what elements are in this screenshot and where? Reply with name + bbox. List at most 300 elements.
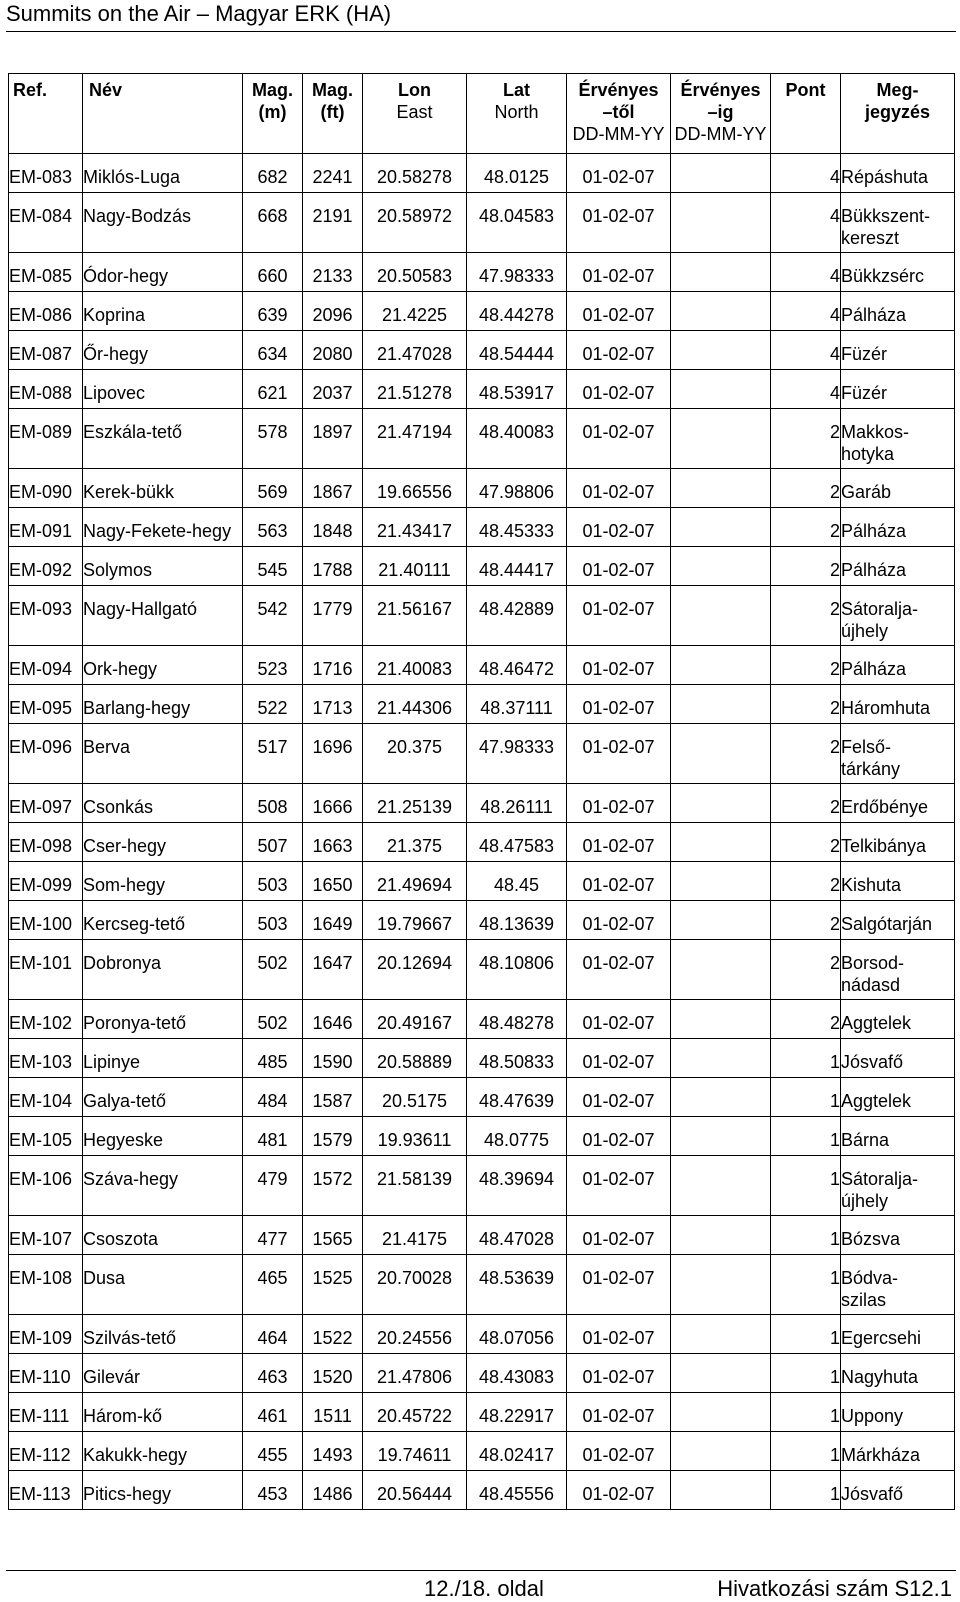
valid-from-cell: 01-02-07 (567, 1315, 671, 1354)
latitude-cell: 48.47583 (467, 823, 567, 862)
valid-from-cell: 01-02-07 (567, 685, 671, 724)
points-cell: 1 (771, 1039, 841, 1078)
name-cell: Kerek-bükk (83, 469, 243, 508)
valid-to-cell (671, 1354, 771, 1393)
table-row (9, 784, 955, 823)
latitude-cell: 48.53917 (467, 370, 567, 409)
longitude-cell: 20.45722 (363, 1393, 467, 1432)
latitude-cell: 48.54444 (467, 331, 567, 370)
valid-from-cell: 01-02-07 (567, 253, 671, 292)
valid-from-cell: 01-02-07 (567, 1255, 671, 1315)
table-row (9, 1078, 955, 1117)
height-ft-cell: 1522 (303, 1315, 363, 1354)
valid-to-cell (671, 1315, 771, 1354)
table-row (9, 1393, 955, 1432)
height-m-cell: 503 (243, 901, 303, 940)
table-row (9, 253, 955, 292)
height-m-cell: 639 (243, 292, 303, 331)
name-cell: Cser-hegy (83, 823, 243, 862)
points-cell: 2 (771, 508, 841, 547)
note-line: Makkos- (841, 422, 910, 442)
note-line: Salgótarján (841, 914, 933, 934)
header-valid-from: Érvényes –től DD-MM-YY (567, 74, 671, 154)
longitude-cell: 20.24556 (363, 1315, 467, 1354)
valid-to-cell (671, 1156, 771, 1216)
name-cell: Eszkála-tető (83, 409, 243, 469)
valid-from-cell: 01-02-07 (567, 1039, 671, 1078)
ref-cell: EM-099 (9, 862, 83, 901)
valid-from-cell: 01-02-07 (567, 862, 671, 901)
note-cell (841, 508, 955, 547)
note-cell (841, 1039, 955, 1078)
note-line: Háromhuta (841, 698, 931, 718)
points-cell: 2 (771, 469, 841, 508)
points-cell: 2 (771, 724, 841, 784)
table-row (9, 724, 955, 784)
table-row (9, 1255, 955, 1315)
note-cell (841, 469, 955, 508)
longitude-cell: 21.4175 (363, 1216, 467, 1255)
ref-cell: EM-098 (9, 823, 83, 862)
table-row (9, 1432, 955, 1471)
points-cell: 1 (771, 1432, 841, 1471)
height-m-cell: 465 (243, 1255, 303, 1315)
valid-from-cell: 01-02-07 (567, 1432, 671, 1471)
reference-number: Hivatkozási szám S12.1 (717, 1576, 952, 1601)
ref-cell: EM-086 (9, 292, 83, 331)
latitude-cell: 48.42889 (467, 586, 567, 646)
name-cell: Ódor-hegy (83, 253, 243, 292)
longitude-cell: 21.44306 (363, 685, 467, 724)
valid-from-cell: 01-02-07 (567, 784, 671, 823)
name-cell: Poronya-tető (83, 1000, 243, 1039)
height-m-cell: 545 (243, 547, 303, 586)
longitude-cell: 20.50583 (363, 253, 467, 292)
name-cell: Pitics-hegy (83, 1471, 243, 1510)
valid-to-cell (671, 586, 771, 646)
valid-to-cell (671, 685, 771, 724)
height-m-cell: 660 (243, 253, 303, 292)
longitude-cell: 20.56444 (363, 1471, 467, 1510)
note-cell (841, 292, 955, 331)
note-line: Pálháza (841, 560, 907, 580)
height-m-cell: 484 (243, 1078, 303, 1117)
valid-from-cell: 01-02-07 (567, 1393, 671, 1432)
points-cell: 4 (771, 292, 841, 331)
table-row (9, 409, 955, 469)
name-cell: Nagy-Hallgató (83, 586, 243, 646)
height-ft-cell: 2241 (303, 154, 363, 193)
points-cell: 2 (771, 823, 841, 862)
ref-cell: EM-088 (9, 370, 83, 409)
latitude-cell: 48.46472 (467, 646, 567, 685)
note-line: Füzér (841, 344, 888, 364)
height-ft-cell: 1579 (303, 1117, 363, 1156)
note-line: Pálháza (841, 305, 907, 325)
latitude-cell: 48.53639 (467, 1255, 567, 1315)
name-cell: Lipovec (83, 370, 243, 409)
note-cell (841, 685, 955, 724)
height-ft-cell: 1650 (303, 862, 363, 901)
ref-cell: EM-101 (9, 940, 83, 1000)
height-m-cell: 461 (243, 1393, 303, 1432)
latitude-cell: 48.47028 (467, 1216, 567, 1255)
name-cell: Galya-tető (83, 1078, 243, 1117)
valid-to-cell (671, 784, 771, 823)
note-line: Aggtelek (841, 1091, 912, 1111)
valid-to-cell (671, 940, 771, 1000)
latitude-cell: 48.10806 (467, 940, 567, 1000)
ref-cell: EM-095 (9, 685, 83, 724)
longitude-cell: 19.66556 (363, 469, 467, 508)
note-line: Sátoralja- (841, 599, 919, 619)
table-row (9, 469, 955, 508)
header-name: Név (83, 74, 243, 154)
valid-from-cell: 01-02-07 (567, 901, 671, 940)
name-cell: Kakukk-hegy (83, 1432, 243, 1471)
longitude-cell: 20.49167 (363, 1000, 467, 1039)
latitude-cell: 48.50833 (467, 1039, 567, 1078)
latitude-cell: 48.44278 (467, 292, 567, 331)
points-cell: 2 (771, 784, 841, 823)
table-row (9, 508, 955, 547)
height-ft-cell: 1663 (303, 823, 363, 862)
note-cell (841, 1156, 955, 1216)
note-line: Bózsva (841, 1229, 901, 1249)
valid-to-cell (671, 193, 771, 253)
valid-to-cell (671, 547, 771, 586)
valid-to-cell (671, 370, 771, 409)
height-m-cell: 463 (243, 1354, 303, 1393)
longitude-cell: 21.58139 (363, 1156, 467, 1216)
note-line: szilas (841, 1290, 887, 1310)
table-row (9, 1354, 955, 1393)
height-m-cell: 485 (243, 1039, 303, 1078)
ref-cell: EM-102 (9, 1000, 83, 1039)
note-line: Sátoralja- (841, 1169, 919, 1189)
note-line: Jósvafő (841, 1052, 904, 1072)
points-cell: 2 (771, 646, 841, 685)
height-m-cell: 634 (243, 331, 303, 370)
name-cell: Csoszota (83, 1216, 243, 1255)
note-cell (841, 193, 955, 253)
note-cell (841, 823, 955, 862)
longitude-cell: 20.58972 (363, 193, 467, 253)
note-line: hotyka (841, 444, 895, 464)
note-line: Nagyhuta (841, 1367, 919, 1387)
height-m-cell: 517 (243, 724, 303, 784)
table-row (9, 193, 955, 253)
header-longitude: Lon East (363, 74, 467, 154)
height-m-cell: 682 (243, 154, 303, 193)
longitude-cell: 21.47194 (363, 409, 467, 469)
valid-to-cell (671, 1393, 771, 1432)
name-cell: Ork-hegy (83, 646, 243, 685)
height-m-cell: 481 (243, 1117, 303, 1156)
height-m-cell: 453 (243, 1471, 303, 1510)
note-cell (841, 1000, 955, 1039)
latitude-cell: 48.07056 (467, 1315, 567, 1354)
height-ft-cell: 2191 (303, 193, 363, 253)
height-m-cell: 563 (243, 508, 303, 547)
height-m-cell: 503 (243, 862, 303, 901)
height-m-cell: 507 (243, 823, 303, 862)
height-ft-cell: 1897 (303, 409, 363, 469)
height-ft-cell: 2037 (303, 370, 363, 409)
points-cell: 2 (771, 547, 841, 586)
valid-from-cell: 01-02-07 (567, 823, 671, 862)
ref-cell: EM-107 (9, 1216, 83, 1255)
points-cell: 1 (771, 1156, 841, 1216)
note-line: Bükkzsérc (841, 266, 925, 286)
longitude-cell: 21.25139 (363, 784, 467, 823)
name-cell: Nagy-Fekete-hegy (83, 508, 243, 547)
note-cell (841, 409, 955, 469)
height-m-cell: 621 (243, 370, 303, 409)
note-line: Felső- (841, 737, 892, 757)
note-line: Kishuta (841, 875, 902, 895)
height-m-cell: 522 (243, 685, 303, 724)
valid-to-cell (671, 1039, 771, 1078)
points-cell: 1 (771, 1216, 841, 1255)
latitude-cell: 48.44417 (467, 547, 567, 586)
latitude-cell: 48.48278 (467, 1000, 567, 1039)
height-ft-cell: 1493 (303, 1432, 363, 1471)
header-note: Meg- jegyzés (841, 74, 955, 154)
header-height-m: Mag. (m) (243, 74, 303, 154)
longitude-cell: 21.40083 (363, 646, 467, 685)
table-row (9, 1117, 955, 1156)
height-m-cell: 523 (243, 646, 303, 685)
valid-to-cell (671, 331, 771, 370)
note-line: tárkány (841, 759, 901, 779)
header-height-ft: Mag. (ft) (303, 74, 363, 154)
title-rule (6, 31, 956, 32)
ref-cell: EM-105 (9, 1117, 83, 1156)
note-line: Egercsehi (841, 1328, 922, 1348)
ref-cell: EM-113 (9, 1471, 83, 1510)
height-ft-cell: 1486 (303, 1471, 363, 1510)
note-cell (841, 331, 955, 370)
header-points: Pont (771, 74, 841, 154)
valid-from-cell: 01-02-07 (567, 292, 671, 331)
height-m-cell: 464 (243, 1315, 303, 1354)
table-row (9, 1156, 955, 1216)
longitude-cell: 20.5175 (363, 1078, 467, 1117)
height-ft-cell: 1525 (303, 1255, 363, 1315)
ref-cell: EM-085 (9, 253, 83, 292)
ref-cell: EM-091 (9, 508, 83, 547)
height-m-cell: 477 (243, 1216, 303, 1255)
ref-cell: EM-104 (9, 1078, 83, 1117)
note-cell (841, 253, 955, 292)
height-ft-cell: 1649 (303, 901, 363, 940)
points-cell: 2 (771, 685, 841, 724)
note-cell (841, 586, 955, 646)
valid-from-cell: 01-02-07 (567, 154, 671, 193)
longitude-cell: 19.79667 (363, 901, 467, 940)
height-ft-cell: 2133 (303, 253, 363, 292)
longitude-cell: 21.375 (363, 823, 467, 862)
name-cell: Som-hegy (83, 862, 243, 901)
valid-to-cell (671, 292, 771, 331)
ref-cell: EM-089 (9, 409, 83, 469)
height-ft-cell: 1779 (303, 586, 363, 646)
latitude-cell: 47.98333 (467, 253, 567, 292)
latitude-cell: 48.40083 (467, 409, 567, 469)
note-cell (841, 1216, 955, 1255)
points-cell: 2 (771, 1000, 841, 1039)
longitude-cell: 20.70028 (363, 1255, 467, 1315)
points-cell: 1 (771, 1393, 841, 1432)
height-ft-cell: 1511 (303, 1393, 363, 1432)
table-row (9, 1216, 955, 1255)
valid-to-cell (671, 154, 771, 193)
table-row (9, 823, 955, 862)
table-row (9, 370, 955, 409)
note-line: Bódva- (841, 1268, 899, 1288)
valid-from-cell: 01-02-07 (567, 508, 671, 547)
points-cell: 1 (771, 1471, 841, 1510)
name-cell: Dusa (83, 1255, 243, 1315)
valid-from-cell: 01-02-07 (567, 331, 671, 370)
points-cell: 2 (771, 940, 841, 1000)
latitude-cell: 48.43083 (467, 1354, 567, 1393)
valid-from-cell: 01-02-07 (567, 1078, 671, 1117)
points-cell: 1 (771, 1117, 841, 1156)
points-cell: 1 (771, 1255, 841, 1315)
height-ft-cell: 1788 (303, 547, 363, 586)
height-ft-cell: 1666 (303, 784, 363, 823)
ref-cell: EM-087 (9, 331, 83, 370)
note-cell (841, 1393, 955, 1432)
page-title: Summits on the Air – Magyar ERK (HA) (6, 1, 392, 26)
valid-from-cell: 01-02-07 (567, 1000, 671, 1039)
longitude-cell: 20.58889 (363, 1039, 467, 1078)
valid-to-cell (671, 1432, 771, 1471)
note-cell (841, 784, 955, 823)
table-row (9, 292, 955, 331)
valid-from-cell: 01-02-07 (567, 193, 671, 253)
name-cell: Lipinye (83, 1039, 243, 1078)
longitude-cell: 21.51278 (363, 370, 467, 409)
latitude-cell: 48.45556 (467, 1471, 567, 1510)
table-row (9, 331, 955, 370)
note-cell (841, 1354, 955, 1393)
valid-from-cell: 01-02-07 (567, 1156, 671, 1216)
valid-to-cell (671, 823, 771, 862)
valid-to-cell (671, 469, 771, 508)
table-row (9, 1039, 955, 1078)
table-row (9, 685, 955, 724)
points-cell: 1 (771, 1078, 841, 1117)
longitude-cell: 21.4225 (363, 292, 467, 331)
name-cell: Gilevár (83, 1354, 243, 1393)
note-line: Répáshuta (841, 167, 929, 187)
ref-cell: EM-112 (9, 1432, 83, 1471)
latitude-cell: 48.37111 (467, 685, 567, 724)
note-line: újhely (841, 1191, 889, 1211)
latitude-cell: 48.39694 (467, 1156, 567, 1216)
height-m-cell: 578 (243, 409, 303, 469)
height-m-cell: 508 (243, 784, 303, 823)
valid-to-cell (671, 646, 771, 685)
latitude-cell: 47.98806 (467, 469, 567, 508)
table-row (9, 1000, 955, 1039)
note-line: nádasd (841, 975, 901, 995)
valid-to-cell (671, 1000, 771, 1039)
name-cell: Solymos (83, 547, 243, 586)
height-ft-cell: 1716 (303, 646, 363, 685)
note-line: Jósvafő (841, 1484, 904, 1504)
summits-table (8, 73, 955, 1510)
table-header-row (9, 74, 955, 154)
points-cell: 1 (771, 1315, 841, 1354)
note-cell (841, 862, 955, 901)
note-cell (841, 547, 955, 586)
ref-cell: EM-093 (9, 586, 83, 646)
height-m-cell: 668 (243, 193, 303, 253)
ref-cell: EM-106 (9, 1156, 83, 1216)
ref-cell: EM-090 (9, 469, 83, 508)
ref-cell: EM-103 (9, 1039, 83, 1078)
latitude-cell: 48.13639 (467, 901, 567, 940)
points-cell: 2 (771, 862, 841, 901)
table-row (9, 646, 955, 685)
name-cell: Három-kő (83, 1393, 243, 1432)
valid-to-cell (671, 1255, 771, 1315)
height-ft-cell: 1696 (303, 724, 363, 784)
note-line: újhely (841, 621, 889, 641)
latitude-cell: 48.47639 (467, 1078, 567, 1117)
valid-from-cell: 01-02-07 (567, 940, 671, 1000)
longitude-cell: 21.56167 (363, 586, 467, 646)
longitude-cell: 21.49694 (363, 862, 467, 901)
note-cell (841, 724, 955, 784)
valid-from-cell: 01-02-07 (567, 1471, 671, 1510)
valid-to-cell (671, 1216, 771, 1255)
table-row (9, 901, 955, 940)
name-cell: Őr-hegy (83, 331, 243, 370)
note-line: Erdőbénye (841, 797, 929, 817)
name-cell: Szilvás-tető (83, 1315, 243, 1354)
valid-from-cell: 01-02-07 (567, 586, 671, 646)
height-m-cell: 502 (243, 1000, 303, 1039)
points-cell: 2 (771, 586, 841, 646)
name-cell: Csonkás (83, 784, 243, 823)
ref-cell: EM-096 (9, 724, 83, 784)
height-m-cell: 542 (243, 586, 303, 646)
header-ref: Ref. (9, 74, 83, 154)
height-ft-cell: 2080 (303, 331, 363, 370)
height-m-cell: 569 (243, 469, 303, 508)
longitude-cell: 20.375 (363, 724, 467, 784)
ref-cell: EM-111 (9, 1393, 83, 1432)
note-line: kereszt (841, 228, 900, 248)
name-cell: Berva (83, 724, 243, 784)
valid-to-cell (671, 1117, 771, 1156)
name-cell: Kercseg-tető (83, 901, 243, 940)
longitude-cell: 21.40111 (363, 547, 467, 586)
points-cell: 2 (771, 901, 841, 940)
height-m-cell: 502 (243, 940, 303, 1000)
page-number: 12./18. oldal (424, 1576, 544, 1601)
valid-from-cell: 01-02-07 (567, 1117, 671, 1156)
points-cell: 4 (771, 331, 841, 370)
valid-from-cell: 01-02-07 (567, 469, 671, 508)
valid-to-cell (671, 724, 771, 784)
name-cell: Dobronya (83, 940, 243, 1000)
